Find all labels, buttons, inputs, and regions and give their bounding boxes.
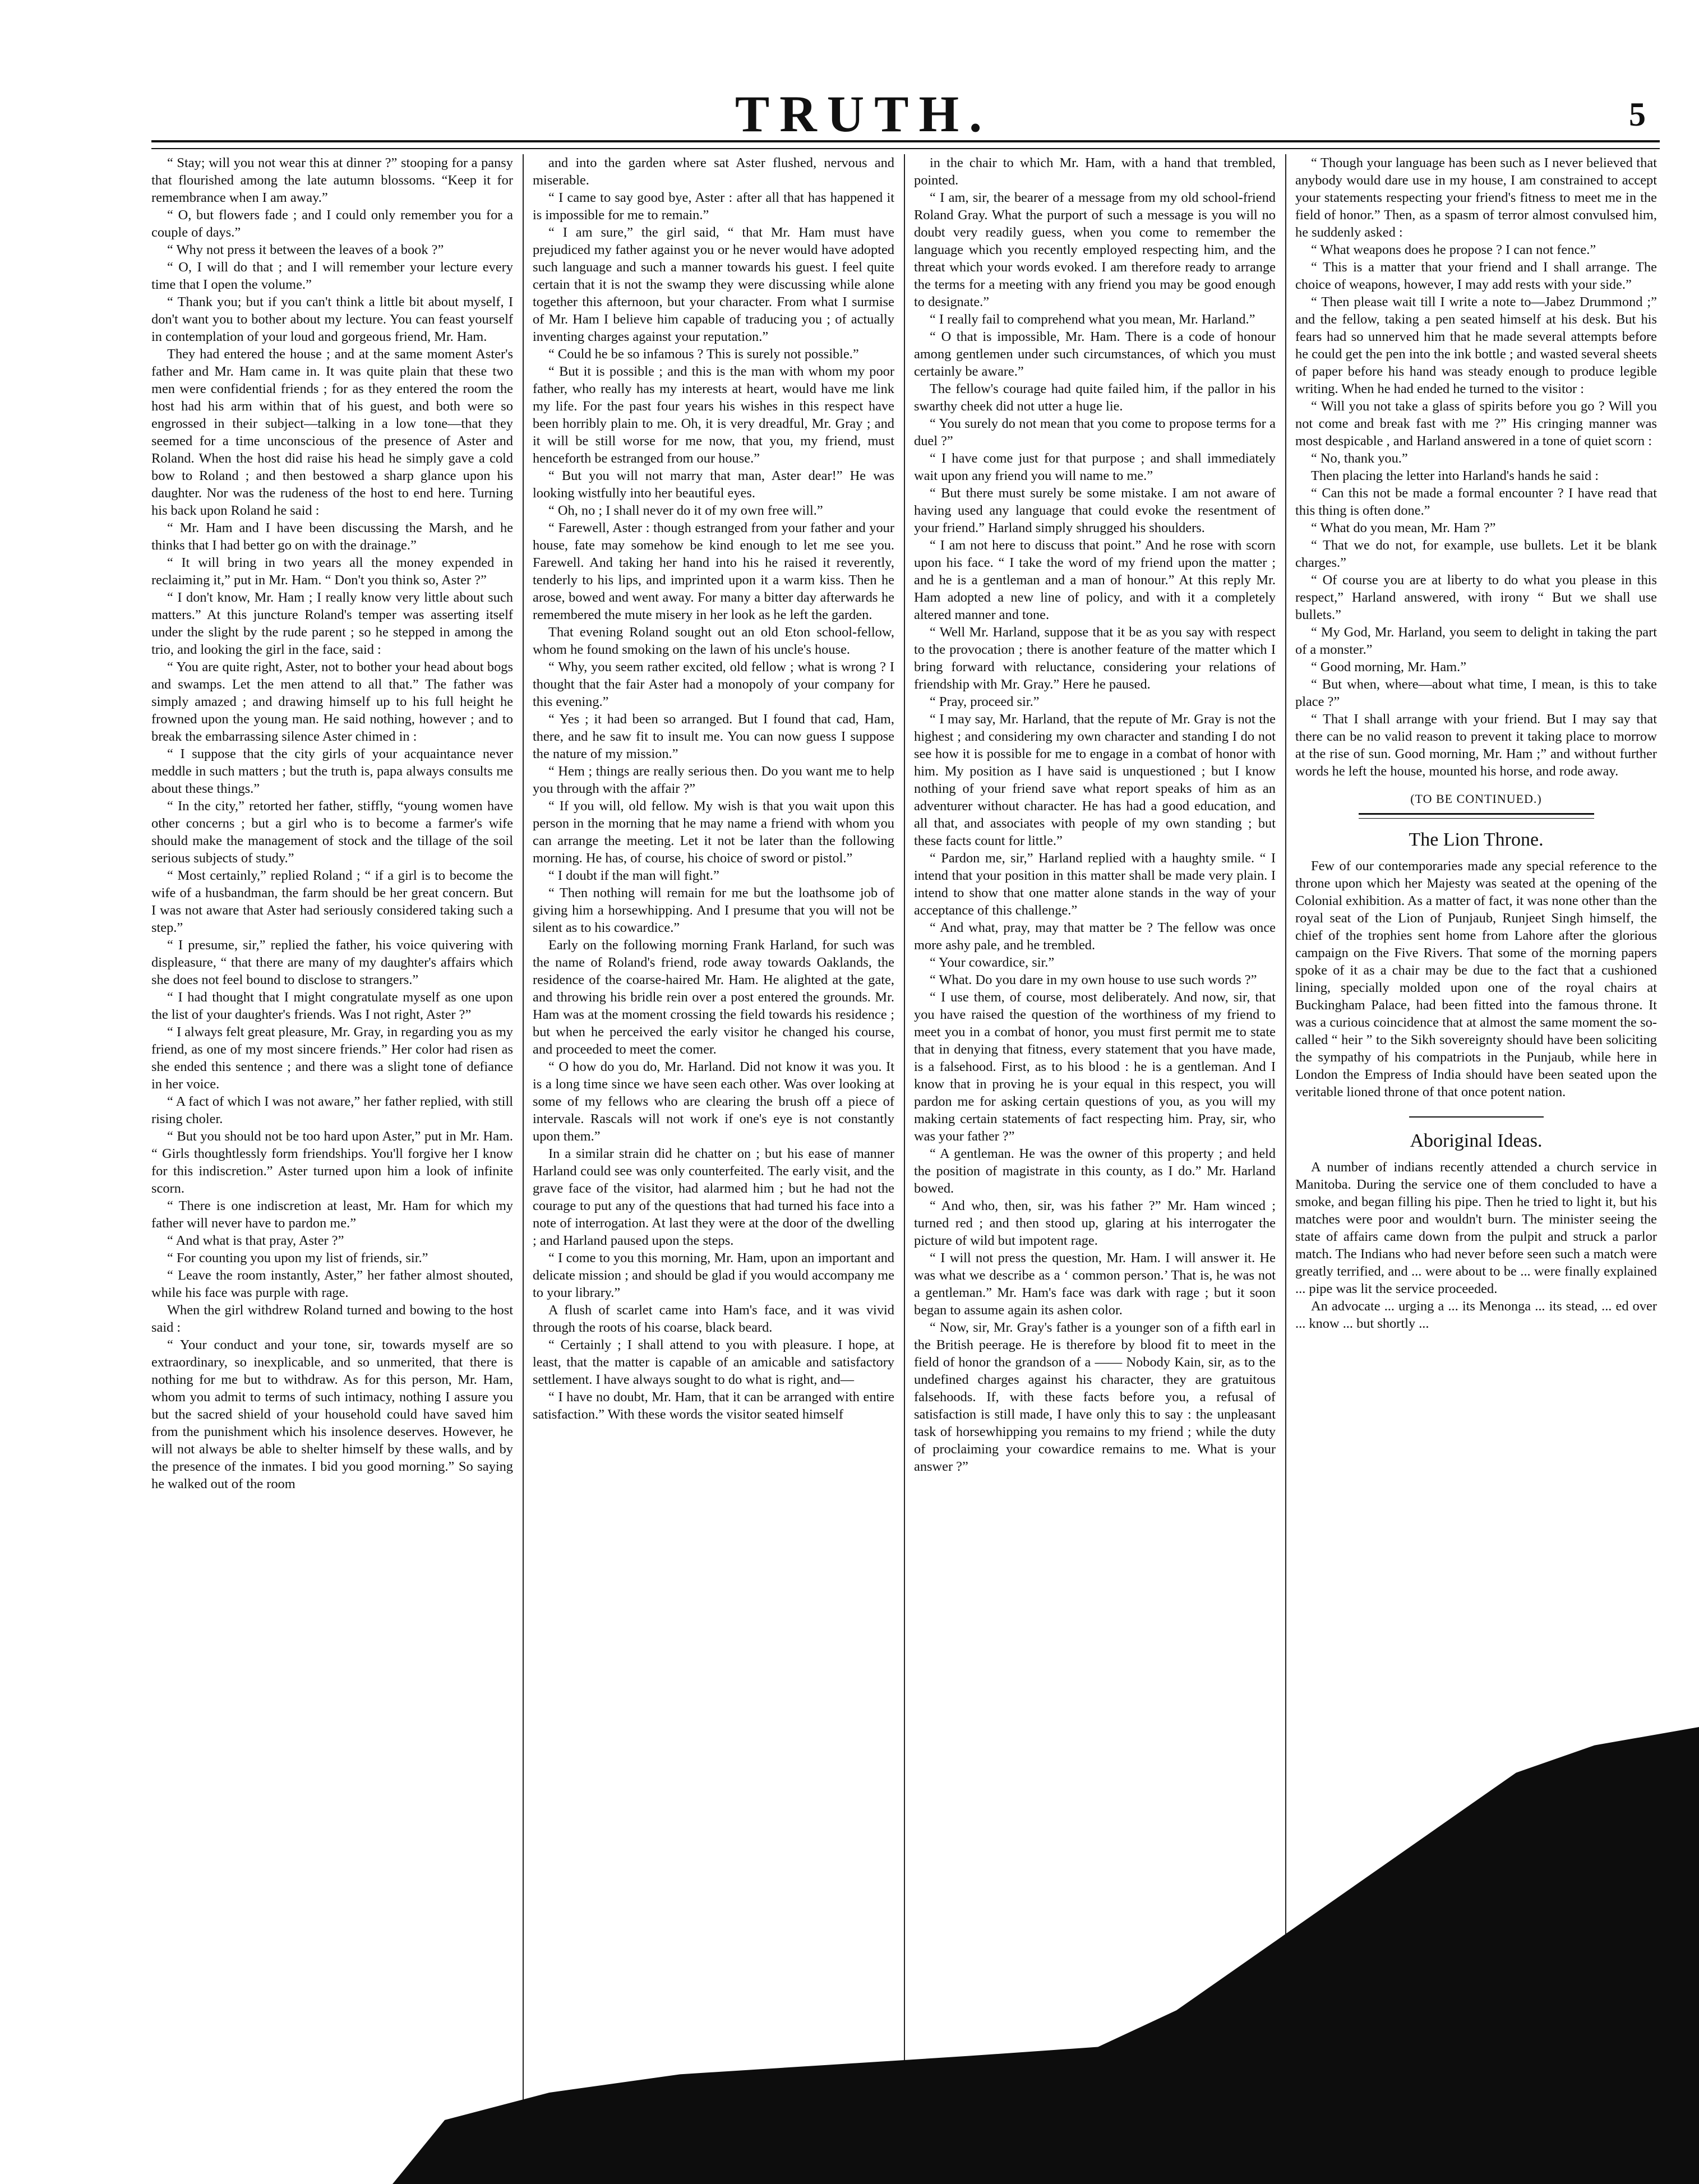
paragraph: “ Good morning, Mr. Ham.” bbox=[1311, 659, 1467, 675]
column-divider bbox=[523, 154, 524, 2128]
paragraph: “ I will not press the question, Mr. Ham. I will answer it. He was what we describe as a ‘ common person.’ That is, he was not a gentleman.” Mr. Ham's face was dark with rage ; but it soon began to assume again its ashen color. bbox=[914, 1250, 1276, 1318]
column-divider bbox=[1285, 154, 1286, 2128]
newspaper-title: TRUTH. bbox=[735, 85, 992, 142]
aboriginal-ideas-body: A number of indians recently attended a church service in Manitoba. During the service one of them concluded to have a smoke, and began filling his pipe. Then he tried to light it, but his matches were poor and wouldn't burn. The minister seeing the state of affairs came down from the pulpit and struck a parlor match. The Indians who had never before seen such a match were greatly terrified, and ... were about to be ... were finally explained ... pipe was lit the service proceeded. bbox=[1295, 1160, 1657, 1296]
paragraph: “ Pray, proceed sir.” bbox=[930, 694, 1040, 709]
column-2 bbox=[533, 154, 894, 2128]
paragraph: “ I really fail to comprehend what you mean, Mr. Harland.” bbox=[930, 312, 1255, 327]
paragraph: “ And what is that pray, Aster ?” bbox=[167, 1233, 344, 1248]
paragraph: “ I presume, sir,” replied the father, his voice quivering with displeasure, “ that there are many of my daughter's affairs which she does not feel bound to disclose to strangers.” bbox=[151, 938, 513, 987]
paragraph: “ O how do you do, Mr. Harland. Did not know it was you. It is a long time since we have seen each other. Was over looking at some of my fellows who are clearing the brush off a piece of intervale. Rascals will not work if one's eye is not constantly upon them.” bbox=[533, 1059, 894, 1144]
paragraph: “ Of course you are at liberty to do what you please in this respect,” Harland answered, with irony “ But we shall use bullets.” bbox=[1295, 572, 1657, 622]
column-3 bbox=[914, 154, 1276, 2128]
paragraph: “ Could he be so infamous ? This is surely not possible.” bbox=[548, 347, 859, 362]
page-number: 5 bbox=[1629, 96, 1646, 133]
paragraph: Then placing the letter into Harland's hands he said : bbox=[1311, 468, 1599, 483]
paragraph: “ I come to you this morning, Mr. Ham, upon an important and delicate mission ; and should be glad if you would accompany me to your library.” bbox=[533, 1250, 894, 1300]
paragraph: “ If you will, old fellow. My wish is that you wait upon this person in the morning that he may name a friend with whom you can arrange the meeting. Let it not be later than the following morning. He has, of course, his choice of sword or pistol.” bbox=[533, 798, 894, 866]
paragraph: “ This is a matter that your friend and I shall arrange. The choice of weapons, however, I may add rests with your side.” bbox=[1295, 260, 1657, 292]
paragraph: “ But you will not marry that man, Aster dear!” He was looking wistfully into her beautiful eyes. bbox=[533, 468, 894, 501]
aboriginal-ideas-fragment: An advocate ... urging a ... its Menonga ... its stead, ... ed over ... know ... but shortly ... bbox=[1295, 1299, 1657, 1331]
paragraph: “ But there must surely be some mistake. I am not aware of having used any language that could evoke the resentment of your friend.” Harland simply shrugged his shoulders. bbox=[914, 486, 1276, 535]
paragraph: In a similar strain did he chatter on ; but his ease of manner Harland could see was only counterfeited. The early visit, and the grave face of the visitor, had alarmed him ; but he had not the courage to put any of the questions that had turned his face into a note of interrogation. At last they were at the door of the dwelling ; and Harland paused upon the steps. bbox=[533, 1146, 894, 1248]
paragraph: “ I am not here to discuss that point.” And he rose with scorn upon his face. “ I take the word of my friend upon the matter ; and he is a gentleman and a man of honour.” At this reply Mr. Ham adopted a new line of policy, and with it a completely altered manner and tone. bbox=[914, 538, 1276, 622]
paragraph: “ It will bring in two years all the money expended in reclaiming it,” put in Mr. Ham. “ Don't you think so, Aster ?” bbox=[151, 555, 513, 588]
aboriginal-ideas-title: Aboriginal Ideas. bbox=[1410, 1130, 1543, 1151]
column-4-serial bbox=[1295, 154, 1657, 780]
paragraph: “ But it is possible ; and this is the man with whom my poor father, who really has my interests at heart, would have me link my life. For the past four years his wishes in this respect have been horribly plain to me. Oh, it is very dreadful, Mr. Gray ; and it will be still worse for me now, that you, my friend, must henceforth be estranged from our house.” bbox=[533, 364, 894, 466]
paragraph: “ I am, sir, the bearer of a message from my old school-friend Roland Gray. What the purport of such a message is you will no doubt very readily guess, when you come to remember the language which you recently employed respecting him, and the threat which your words evoked. I am therefore ready to arrange the terms for a meeting with any friend you may be good enough to designate.” bbox=[914, 190, 1276, 310]
paragraph: “ I came to say good bye, Aster : after all that has happened it is impossible for me to remain.” bbox=[533, 190, 894, 223]
paragraph: “ Certainly ; I shall attend to you with pleasure. I hope, at least, that the matter is capable of an amicable and satisfactory settlement. I have always sought to do what is right, and— bbox=[533, 1337, 894, 1387]
lion-throne-title: The Lion Throne. bbox=[1409, 829, 1544, 850]
paragraph: “ Then please wait till I write a note to—Jabez Drummond ;” and the fellow, taking a pen seated himself at his desk. But his fears had so unnerved him that he made several attempts before he could get the pen into the ink bottle ; and wasted several sheets of paper before his hand was steady enough to produce legible writing. When he had ended he turned to the visitor : bbox=[1295, 294, 1657, 396]
paragraph: “ What. Do you dare in my own house to use such words ?” bbox=[930, 972, 1257, 987]
section-rule bbox=[1409, 1116, 1544, 1118]
paragraph: “ Can this not be made a formal encounter ? I have read that this thing is often done.” bbox=[1295, 486, 1657, 518]
paragraph: “ There is one indiscretion at least, Mr. Ham for which my father will never have to pardon me.” bbox=[151, 1198, 513, 1231]
paragraph: The fellow's courage had quite failed him, if the pallor in his swarthy cheek did not utter a huge lie. bbox=[914, 381, 1276, 414]
paragraph: “ Most certainly,” replied Roland ; “ if a girl is to become the wife of a husbandman, the farm should be her great concern. But I was not aware that Aster had seriously considered taking such a step.” bbox=[151, 868, 513, 935]
paragraph: “ O, I will do that ; and I will remember your lecture every time that I open the volume.” bbox=[151, 260, 513, 292]
paragraph: “ Why, you seem rather excited, old fellow ; what is wrong ? I thought that the fair Aster had a monopoly of your company for this evening.” bbox=[533, 659, 894, 709]
paragraph: “ Why not press it between the leaves of a book ?” bbox=[167, 242, 444, 257]
paragraph: “ Thank you; but if you can't think a little bit about myself, I don't want you to bother about my lecture. You can feast yourself in contemplation of your loud and gorgeous friend, Mr. Ham. bbox=[151, 294, 513, 344]
column-divider bbox=[904, 154, 905, 2128]
paragraph: “ Oh, no ; I shall never do it of my own free will.” bbox=[548, 503, 823, 518]
paragraph: A flush of scarlet came into Ham's face, and it was vivid through the roots of his coarse, black beard. bbox=[533, 1303, 894, 1335]
paragraph: “ Pardon me, sir,” Harland replied with a haughty smile. “ I intend that your position in this matter shall be made very plain. I intend to show that one matter alone stands in the way of your acceptance of this challenge.” bbox=[914, 851, 1276, 918]
paragraph: “ I had thought that I might congratulate myself as one upon the list of your daughter's friends. Was I not right, Aster ?” bbox=[151, 990, 513, 1022]
paragraph: “ Well Mr. Harland, suppose that it be as you say with respect to the provocation ; there is another feature of the matter which I bring forward with reluctance, considering your relations of friendship with Mr. Gray.” Here he paused. bbox=[914, 625, 1276, 692]
column-1 bbox=[151, 154, 513, 2128]
paragraph: “ Hem ; things are really serious then. Do you want me to help you through with the affair ?” bbox=[533, 764, 894, 796]
ornamental-rule bbox=[1359, 813, 1594, 819]
paragraph: “ My God, Mr. Harland, you seem to delight in taking the part of a monster.” bbox=[1295, 625, 1657, 657]
paragraph: “ Though your language has been such as I never believed that anybody would dare use in my house, I am constrained to accept your statements respecting your friend's fitness to meet me in the field of honor.” Then, as a spasm of terror almost convulsed him, he suddenly asked : bbox=[1295, 155, 1657, 240]
paragraph: “ I am sure,” the girl said, “ that Mr. Ham must have prejudiced my father against you or he never would have adopted such language and such a manner towards his guest. I feel quite certain that it is not the swamp they were discussing while alone together this afternoon, but your character. From what I surmise of Mr. Ham I believe him capable of traducing you ; of actually inventing charges against your reputation.” bbox=[533, 225, 894, 344]
to-be-continued: (TO BE CONTINUED.) bbox=[1410, 792, 1542, 806]
paragraph: and into the garden where sat Aster flushed, nervous and miserable. bbox=[533, 155, 894, 188]
paragraph: They had entered the house ; and at the same moment Aster's father and Mr. Ham came in. It was quite plain that these two men were confidential friends ; for as they entered the room the host had his arm within that of his guest, and both were so engrossed in their subject—talking in a low tone—that they seemed for a time unconscious of the presence of Aster and Roland. When the host did raise his head he simply gave a cold bow to Roland ; and then bestowed a sharp glance upon his daughter. Nor was the rudeness of the host to end here. Turning his back upon Roland he said : bbox=[151, 347, 513, 518]
paragraph: “ And what, pray, may that matter be ? The fellow was once more ashy pale, and he trembled. bbox=[914, 920, 1276, 953]
paragraph: “ But you should not be too hard upon Aster,” put in Mr. Ham. “ Girls thoughtlessly form friendships. You'll forgive her I know for this indiscretion.” Aster turned upon him a look of infinite scorn. bbox=[151, 1129, 513, 1196]
paragraph: “ But when, where—about what time, I mean, is this to take place ?” bbox=[1295, 677, 1657, 709]
paragraph: “ Leave the room instantly, Aster,” her father almost shouted, while his face was purple with rage. bbox=[151, 1268, 513, 1300]
paragraph: “ That I shall arrange with your friend. But I may say that there can be no valid reason to prevent it taking place to morrow at the rise of sun. Good morning, Mr. Ham ;” and without further words he left the house, mounted his horse, and rode away. bbox=[1295, 712, 1657, 779]
paragraph: “ I doubt if the man will fight.” bbox=[548, 868, 719, 883]
paragraph: “ You surely do not mean that you come to propose terms for a duel ?” bbox=[914, 416, 1276, 449]
lion-throne-body: Few of our contemporaries made any special reference to the throne upon which her Majesty was seated at the opening of the Colonial exhibition. As a matter of fact, it was none other than the royal seat of the Lion of Punjaub, Runjeet Singh himself, the chief of the trophies sent home from Lahore after the glorious campaign on the Five Rivers. That some of the morning papers spoke of it as a chair may be due to the fact that a cushioned lining, specially molded upon one of the royal chairs at Buckingham Palace, had been fitted into the famous throne. It was a curious coincidence that at almost the same moment the so-called “ heir ” to the Sikh sovereignty should have been soliciting the sympathy of his compatriots in the Punjaub, while here in London the Empress of India should have been seated upon the veritable lioned throne of that once potent nation. bbox=[1295, 858, 1657, 1100]
paragraph: “ Will you not take a glass of spirits before you go ? Will you not come and break fast with me ?” His cringing manner was most despicable , and Harland answered in a tone of quiet scorn : bbox=[1295, 399, 1657, 449]
paragraph: “ And who, then, sir, was his father ?” Mr. Ham winced ; turned red ; and then stood up, glaring at his interrogater the picture of wild but impotent rage. bbox=[914, 1198, 1276, 1248]
paragraph: “ That we do not, for example, use bullets. Let it be blank charges.” bbox=[1295, 538, 1657, 570]
paragraph: “ Now, sir, Mr. Gray's father is a younger son of a fifth earl in the British peerage. He is therefore by blood fit to meet in the field of honor the grandson of a —— Nobody Kain, sir, as to the undefined charges against his character, they are gratuitous falsehoods. If, with these facts before you, a refusal of satisfaction is still made, I have only this to say : the unpleasant task of horsewhipping you remains to my friend ; while the duty of proclaiming your cowardice remains to me. What is your answer ?” bbox=[914, 1320, 1276, 1474]
paragraph: “ I always felt great pleasure, Mr. Gray, in regarding you as my friend, as one of my most sincere friends.” Her color had risen as she ended this sentence ; and there was a slight tone of defiance in her voice. bbox=[151, 1024, 513, 1092]
paragraph: “ What weapons does he propose ? I can not fence.” bbox=[1311, 242, 1596, 257]
paragraph: “ A fact of which I was not aware,” her father replied, with still rising choler. bbox=[151, 1094, 513, 1126]
paragraph: “ Then nothing will remain for me but the loathsome job of giving him a horsewhipping. And I presume that you will not be silent as to his cowardice.” bbox=[533, 885, 894, 935]
paragraph: “ O that is impossible, Mr. Ham. There is a code of honour among gentlemen under such circumstances, of which you must certainly be aware.” bbox=[914, 329, 1276, 379]
paragraph: “ Mr. Ham and I have been discussing the Marsh, and he thinks that I had better go on with the drainage.” bbox=[151, 520, 513, 553]
paragraph: “ No, thank you.” bbox=[1311, 451, 1408, 466]
paragraph: “ I use them, of course, most deliberately. And now, sir, that you have raised the question of the worthiness of my friend to meet you in a combat of honor, you must first permit me to state that in denying that fitness, every statement that you have made, is a falsehood. First, as to his blood : he is a gentleman. And I know that in proving he is your equal in this respect, you will pardon me for asking certain questions of you, as you will my making certain statements of fact respecting him. Pray, sir, who was your father ?” bbox=[914, 990, 1276, 1144]
paragraph: “ In the city,” retorted her father, stiffly, “young women have other concerns ; but a girl who is to become a farmer's wife should make the management of stock and the tillage of the soil serious subjects of study.” bbox=[151, 798, 513, 866]
paragraph: “ I have come just for that purpose ; and shall immediately wait upon any friend you will name to me.” bbox=[914, 451, 1276, 483]
paragraph: in the chair to which Mr. Ham, with a hand that trembled, pointed. bbox=[914, 155, 1276, 188]
paragraph: That evening Roland sought out an old Eton school-fellow, whom he found smoking on the lawn of his uncle's house. bbox=[533, 625, 894, 657]
paragraph: “ A gentleman. He was the owner of this property ; and held the position of magistrate in this county, as I do.” Mr. Harland bowed. bbox=[914, 1146, 1276, 1196]
paragraph: “ Farewell, Aster : though estranged from your father and your house, fate may somehow be kind enough to let me see you. Farewell. And taking her hand into his he raised it reverently, tenderly to his lips, and imprinted upon it a warm kiss. Then he arose, bowed and went away. For many a bitter day afterwards he remembered the mute misery in her look as he left the garden. bbox=[533, 520, 894, 622]
masthead-rule bbox=[151, 140, 1660, 149]
paragraph: “ I have no doubt, Mr. Ham, that it can be arranged with entire satisfaction.” With these words the visitor seated himself bbox=[533, 1389, 894, 1422]
paragraph: “ For counting you upon my list of friends, sir.” bbox=[167, 1250, 428, 1266]
paragraph: Early on the following morning Frank Harland, for such was the name of Roland's friend, rode away towards Oaklands, the residence of the coarse-haired Mr. Ham. He alighted at the gate, and throwing his bridle rein over a post entered the grounds. Mr. Ham was at the moment crossing the field towards his residence ; but when he perceived the early visitor he changed his course, and proceeded to meet the comer. bbox=[533, 938, 894, 1057]
paragraph: “ Yes ; it had been so arranged. But I found that cad, Ham, there, and he saw fit to insult me. You can now guess I suppose the nature of my mission.” bbox=[533, 712, 894, 761]
paragraph: “ I may say, Mr. Harland, that the repute of Mr. Gray is not the highest ; and considering my own character and standing I do not see how it is possible for me to engage in a combat of honor with him. My position as I have said is unquestioned ; but I know nothing of your friend save what report speaks of him as an adventurer without character. He has had a good education, and all that, and associates with people of my own standing ; but these facts count for little.” bbox=[914, 712, 1276, 848]
paragraph: “ O, but flowers fade ; and I could only remember you for a couple of days.” bbox=[151, 207, 513, 240]
paragraph: “ Your conduct and your tone, sir, towards myself are so extraordinary, so inexplicable, and so unmerited, that there is nothing for me but to withdraw. As for this person, Mr. Ham, whom you admit to terms of such intimacy, nothing I assure you but the sacred shield of your household could have saved him from the punishment which his insolence deserves. However, he will not always be able to shelter himself by these walls, and by the presence of the inmates. I bid you good morning.” So saying he walked out of the room bbox=[151, 1337, 513, 1492]
paragraph: “ You are quite right, Aster, not to bother your head about bogs and swamps. Let the men attend to all that.” The father was simply amazed ; and drawing himself up to his full height he frowned upon the young man. He said nothing, however ; and to break the embarrassing silence Aster chimed in : bbox=[151, 659, 513, 744]
paragraph: “ I don't know, Mr. Ham ; I really know very little about such matters.” At this juncture Roland's temper was asserting itself under the slight by the rude parent ; so he stepped in among the trio, and looking the girl in the face, said : bbox=[151, 590, 513, 657]
paragraph: “ What do you mean, Mr. Ham ?” bbox=[1311, 520, 1496, 535]
paragraph: When the girl withdrew Roland turned and bowing to the host said : bbox=[151, 1303, 513, 1335]
paragraph: “ I suppose that the city girls of your acquaintance never meddle in such matters ; but the truth is, papa always consults me about these things.” bbox=[151, 746, 513, 796]
paragraph: “ Stay; will you not wear this at dinner ?” stooping for a pansy that flourished among the late autumn blossoms. “Keep it for remembrance when I am away.” bbox=[151, 155, 513, 205]
paragraph: “ Your cowardice, sir.” bbox=[930, 955, 1055, 970]
